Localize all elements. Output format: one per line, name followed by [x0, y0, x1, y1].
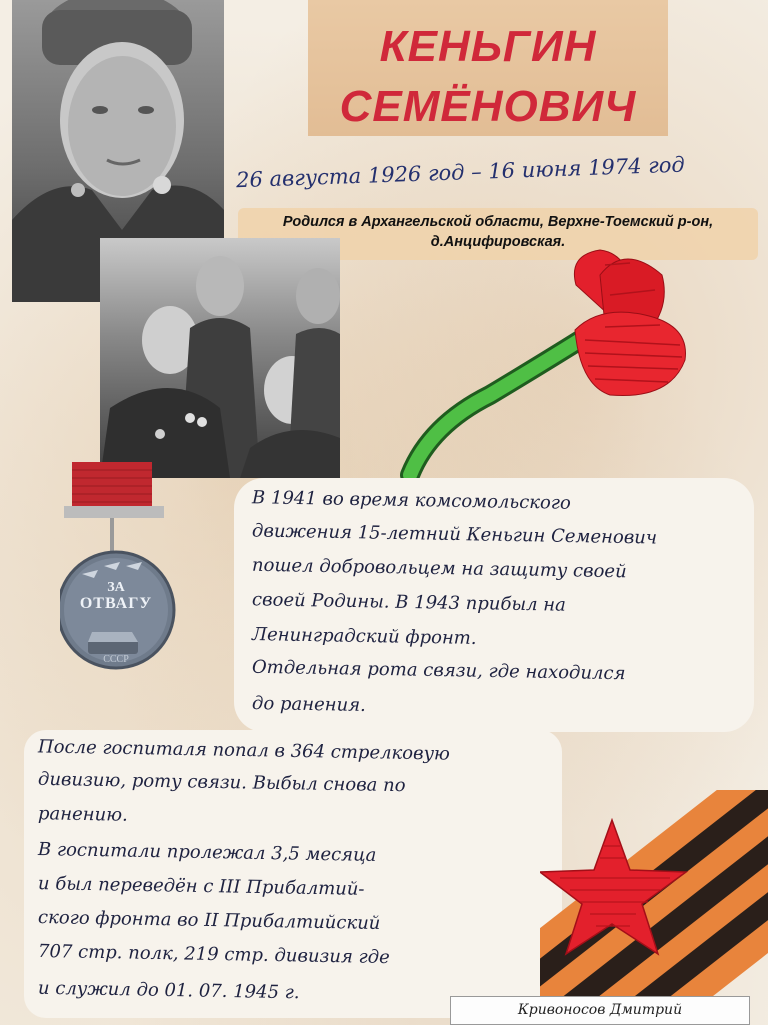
note2-line: ского фронта во II Прибалтийский	[37, 907, 381, 934]
note2-line: ранению.	[37, 803, 128, 826]
tulip-illustration	[400, 245, 700, 485]
note1-line: движения 15-летний Кеньгин Семенович	[251, 520, 658, 549]
surname: КЕНЬГИН	[379, 22, 597, 71]
note2-line: и был переведён с III Прибалтий-	[37, 873, 365, 900]
note1-line: до ранения.	[251, 693, 367, 716]
patronymic: СЕМЁНОВИЧ	[339, 82, 637, 131]
life-dates: 26 августа 1926 год – 16 июня 1974 год	[235, 152, 686, 193]
medal-text-za: ЗА	[107, 580, 125, 595]
author-signature: Кривоносов Дмитрий	[450, 996, 750, 1025]
birthplace-line-1: Родился в Архангельской области, Верхне-Тоемский р-он,	[282, 214, 714, 230]
name-banner	[308, 0, 668, 136]
note2-line: дивизию, роту связи. Выбыл снова по	[37, 768, 406, 797]
note1-line: Ленинградский фронт.	[251, 624, 477, 649]
medal-for-courage	[60, 462, 188, 682]
medal-inscription	[60, 580, 172, 612]
note2-line: После госпиталя попал в 364 стрелковую	[37, 736, 451, 765]
medal-text-ussr: СССР	[103, 654, 129, 665]
group-photo	[100, 238, 340, 478]
note1-line: пошел добровольцем на защиту своей	[251, 554, 627, 583]
note2-line: В госпитали пролежал 3,5 месяца	[37, 839, 377, 866]
note1-line: своей Родины. В 1943 прибыл на	[251, 589, 567, 616]
red-star	[540, 818, 700, 958]
group-figures	[100, 238, 340, 478]
note-upper	[234, 478, 754, 732]
medal-text-otvagu: ОТВАГУ	[79, 595, 153, 612]
birthplace-line-2: д.Анцифировская.	[430, 234, 566, 250]
note1-line: В 1941 во время комсомольского	[251, 487, 571, 514]
note2-line: и служил до 01. 07. 1945 г.	[37, 977, 300, 1004]
note-lower	[24, 730, 562, 1018]
note2-line: 707 стр. полк, 219 стр. дивизия где	[37, 940, 390, 969]
note1-line: Отдельная рота связи, где находился	[251, 656, 626, 685]
